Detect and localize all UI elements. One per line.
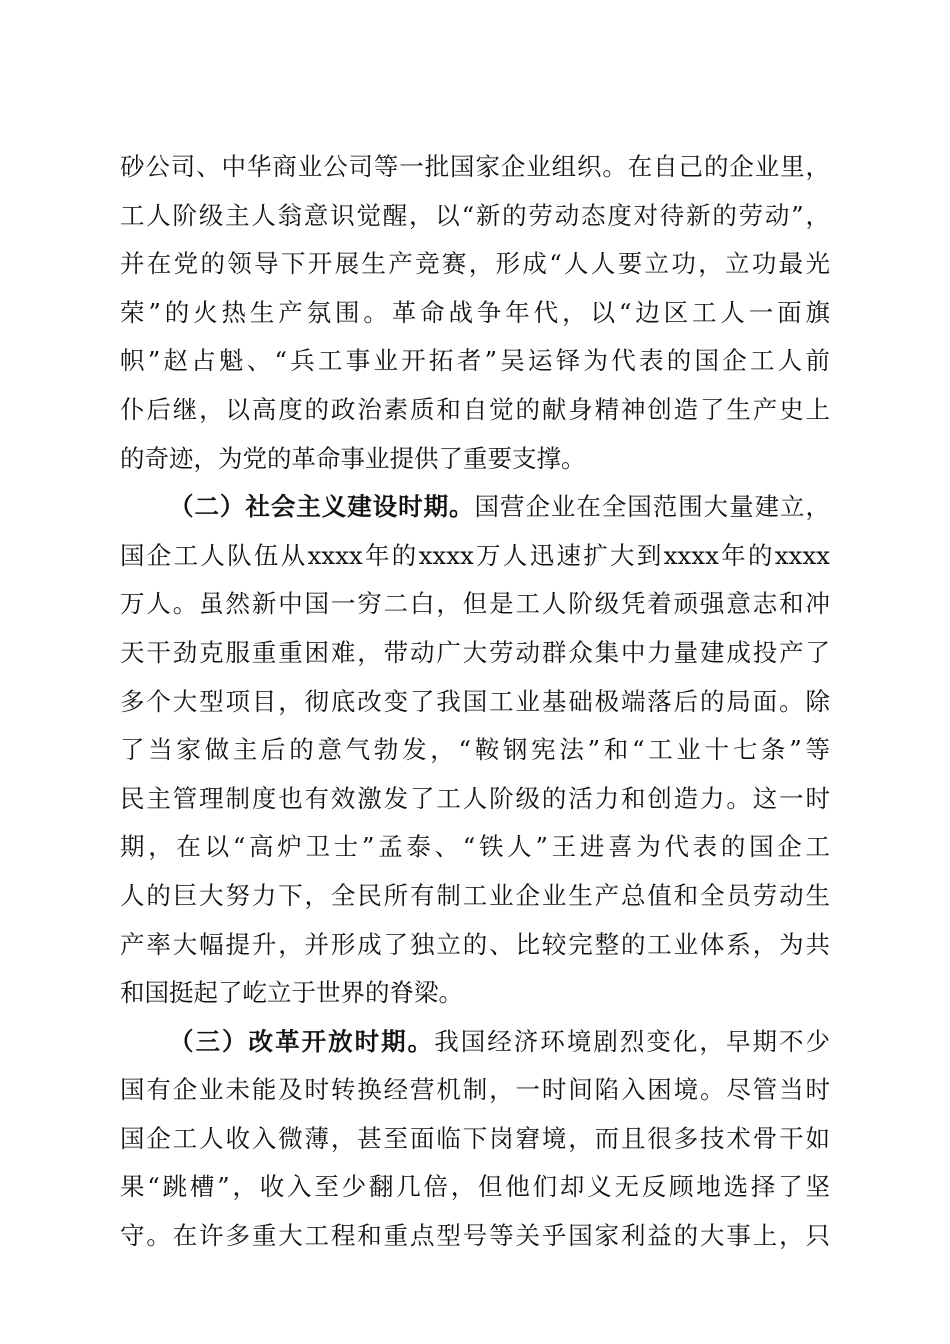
paragraph-line: 帜”赵占魁、“兵工事业开拓者”吴运铎为代表的国企工人前	[120, 346, 830, 376]
paragraph-line: 期，在以“高炉卫士”孟泰、“铁人”王进喜为代表的国企工	[120, 832, 830, 862]
paragraph-first-line	[120, 483, 830, 532]
paragraph-line: 多个大型项目，彻底改变了我国工业基础极端落后的局面。除	[120, 686, 830, 716]
paragraph-line: 荣”的火热生产氛围。革命战争年代，以“边区工人一面旗	[120, 297, 830, 327]
paragraph-line: 万人。虽然新中国一穷二白，但是工人阶级凭着顽强意志和冲	[120, 589, 830, 619]
body-text	[120, 143, 830, 1261]
paragraph-line: 国企工人收入微薄，甚至面临下岗窘境，而且很多技术骨干如	[120, 1123, 830, 1153]
paragraph-line: 仆后继，以高度的政治素质和自觉的献身精神创造了生产史上	[120, 394, 830, 424]
paragraph-line: 国有企业未能及时转换经营机制，一时间陷入困境。尽管当时	[120, 1075, 830, 1105]
paragraph-text: 国营企业在全国范围大量建立，	[474, 492, 831, 522]
paragraph-line: 了当家做主后的意气勃发，“鞍钢宪法”和“工业十七条”等	[120, 735, 830, 765]
paragraph-line: 人的巨大努力下，全民所有制工业企业生产总值和全员劳动生	[120, 880, 830, 910]
paragraph-line: 砂公司、中华商业公司等一批国家企业组织。在自己的企业里，	[120, 152, 830, 181]
paragraph-1	[120, 143, 830, 483]
paragraph-line: 民主管理制度也有效激发了工人阶级的活力和创造力。这一时	[120, 783, 830, 813]
paragraph-line: 工人阶级主人翁意识觉醒，以“新的劳动态度对待新的劳动”，	[120, 200, 830, 230]
paragraph-line: 国企工人队伍从xxxx年的xxxx万人迅速扩大到xxxx年的xxxx	[120, 540, 830, 570]
paragraph-line: 并在党的领导下开展生产竞赛，形成“人人要立功，立功最光	[120, 249, 830, 279]
paragraph-line: 的奇迹，为党的革命事业提供了重要支撑。	[120, 443, 586, 473]
paragraph-line: 和国挺起了屹立于世界的脊梁。	[120, 978, 463, 1008]
paragraph-line: 天干劲克服重重困难，带动广大劳动群众集中力量建成投产了	[120, 637, 830, 667]
section-heading: （二）社会主义建设时期。	[169, 492, 475, 522]
paragraph-3	[120, 1018, 830, 1261]
paragraph-line: 守。在许多重大工程和重点型号等关乎国家利益的大事上，只	[120, 1221, 830, 1251]
section-heading: （三）改革开放时期。	[169, 1026, 435, 1056]
paragraph-2	[120, 483, 830, 1018]
paragraph-first-line	[120, 1018, 830, 1067]
paragraph-line: 果“跳槽”，收入至少翻几倍，但他们却义无反顾地选择了坚	[120, 1172, 830, 1202]
paragraph-line: 产率大幅提升，并形成了独立的、比较完整的工业体系，为共	[120, 929, 830, 959]
paragraph-text: 我国经济环境剧烈变化，早期不少	[434, 1026, 831, 1056]
